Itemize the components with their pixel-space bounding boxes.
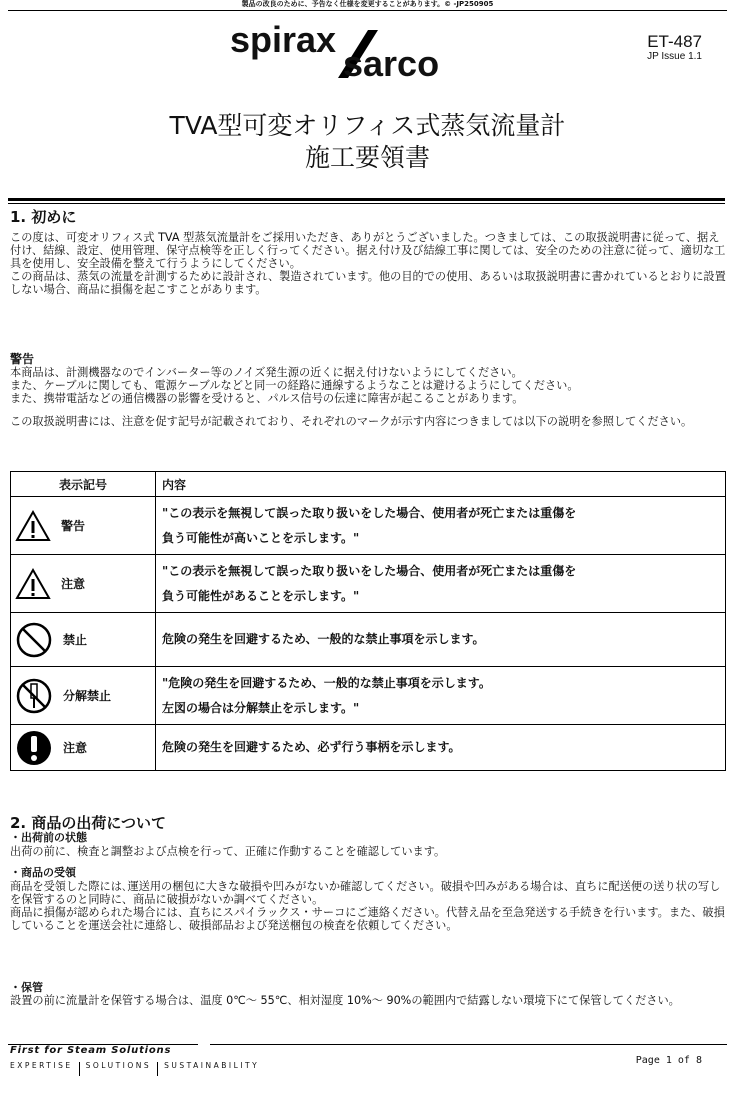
issue-number: JP Issue 1.1 [647,51,702,62]
symbol-table [10,471,726,771]
table-row [11,613,726,667]
warning-line-3: また、携帯電話などの通信機器の影響を受けると、パルス信号の伝達に障害が起こることがあります。 [10,392,524,405]
row-text-line-1: 危険の発生を回避するため、必ず行う事柄を示します。 [162,740,461,754]
footer-tagline: First for Steam Solutions [10,1045,172,1056]
row-text-line-1: "危険の発生を回避するため、一般的な禁止事項を示します。 [162,675,491,690]
mandatory-icon [15,729,53,767]
footer-divider-right [210,1044,727,1045]
purpose-paragraph: この商品は、蒸気の流量を計測するために設計され、製造されています。他の目的での使用、あるいは取扱説明書に書かれているとおりに設置しない場合、商品に損傷を起こすことがあります。 [10,270,726,296]
logo-word-sarco: sarco [343,43,440,84]
section-1-heading: 1. 初めに [10,208,77,226]
document-id: ET-487 [647,32,702,51]
row-text-line-1: 危険の発生を回避するため、一般的な禁止事項を示します。 [162,632,485,646]
symbol-label: 注意 [61,577,86,591]
logo-word-spirax: spirax [230,19,337,60]
footer-values [10,1058,259,1072]
table-row [11,725,726,771]
footer-word-solutions: SOLUTIONS [85,1060,152,1070]
footer-word-expertise: EXPERTISE [10,1060,73,1070]
warning-triangle-icon [15,509,51,543]
symbol-label: 注意 [63,741,88,755]
table-row [11,667,726,725]
receipt-body [10,880,726,932]
intro-paragraph: この度は、可変オリフィス式 TVA 型蒸気流量計をご採用いただき、ありがとうございました。つきましては、この取扱説明書に従って、据え付け、結線、設定、使用管理、保守点検等を正しく行ってください。据え付け及び結線工事に関しては、安全のための注意に従って、適切な工具を使用し、安全設備を整えて行うようにしてください。 [10,231,726,270]
header-divider [8,10,727,11]
receipt-paragraph-2: 商品に損傷が認められた場合には、直ちにスパイラックス・サーコにご連絡ください。代替え品を至急発送する手続きを行います。また、破損していることを運送会社に連絡し、破損部品および発送梱包の検査を依頼してください。 [10,906,725,932]
warning-line-2: また、ケーブルに関しても、電源ケーブルなどと同一の経路に通線するようなことは避けるようにしてください。 [10,379,579,392]
page-number: Page 1 of 8 [635,1055,702,1066]
warning-line-1: 本商品は、計測機器なのでインバーター等のノイズ発生源の近くに据え付けないようにしてください。 [10,366,523,379]
title-line-1: TVA型可変オリフィス式蒸気流量計 [169,111,566,140]
symbol-label: 分解禁止 [63,689,112,703]
symbol-intro: この取扱説明書には、注意を促す記号が記載されており、それぞれのマークが示す内容につきましては以下の説明を参照してください。 [10,415,693,428]
no-disassembly-icon [15,677,53,715]
receipt-paragraph-1: 商品を受領した際には､運送用の梱包に大きな破損や凹みがないか確認してください。破損や凹みがある場合は、直ちに配送便の送り状の写しを保管するのと同時に、商品に破損がないか調べてください。 [10,880,721,906]
spirax-sarco-logo [220,19,495,84]
row-text-line-2: 左図の場合は分解禁止を示します。" [162,700,360,715]
footer-separator [79,1062,80,1076]
row-text-line-1: "この表示を無視して誤った取り扱いをした場合、使用者が死亡または重傷を [162,563,577,578]
storage-text: 設置の前に流量計を保管する場合は、温度 0℃～ 55℃、相対湿度 10%～ 90%の範囲内で結露しない環境下にて保管してください。 [10,994,680,1007]
pre-shipment-heading: ・出荷前の状態 [10,831,87,844]
page-title [0,110,735,174]
row-text-line-1: "この表示を無視して誤った取り扱いをした場合、使用者が死亡または重傷を [162,505,577,520]
pre-shipment-text: 出荷の前に、検査と調整および点検を行って、正確に作動することを確認しています。 [10,845,446,858]
table-row [11,555,726,613]
document-id-block [647,33,702,63]
row-text-line-2: 負う可能性が高いことを示します。" [162,530,360,545]
footer-word-sustainability: SUSTAINABILITY [164,1060,260,1070]
warning-body [10,366,726,405]
receipt-heading: ・商品の受領 [10,866,76,879]
symbol-label: 禁止 [63,633,88,647]
symbol-label: 警告 [61,519,86,533]
title-divider [8,198,725,204]
storage-heading: ・保管 [10,981,43,994]
row-text-line-2: 負う可能性があることを示します。" [162,588,360,603]
caution-triangle-icon [15,567,51,601]
prohibition-icon [15,621,53,659]
section-2-heading: 2. 商品の出荷について [10,814,167,832]
revision-notice: 製品の改良のために、予告なく仕様を変更することがあります。© -JP250905 [241,0,494,8]
title-line-2: 施工要領書 [304,143,430,172]
footer-separator [157,1062,158,1076]
warning-heading: 警告 [10,352,35,366]
column-header-symbol: 表示記号 [11,472,156,497]
column-header-content: 内容 [156,472,726,497]
table-row [11,497,726,555]
section-1-body [10,231,726,296]
table-header-row [11,472,726,497]
